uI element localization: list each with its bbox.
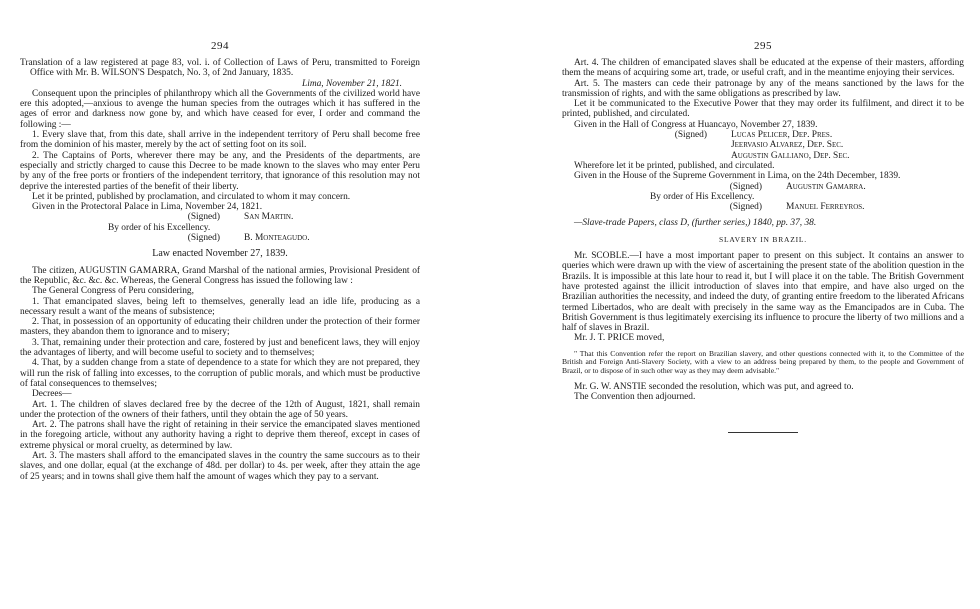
right-page-text — [562, 58, 964, 433]
paragraph: Let it be printed, published by proclamation, and circulated to whom it may concern. — [32, 191, 351, 202]
paragraph: Given in the Protectoral Palace in Lima, November 24, 1821. — [32, 202, 263, 213]
paragraph: The Convention then adjourned. — [574, 391, 696, 402]
page-number: 294 — [211, 40, 229, 52]
paragraph: The citizen, AUGUSTIN GAMARRA, Grand Marshal of the national armies, Provisional President of the Republic, &c. &c. &c. Whereas, the General Congress has issued the following law : — [20, 265, 420, 286]
paragraph: Given in the House of the Supreme Government in Lima, on the 24th December, 1839. — [574, 171, 901, 182]
paragraph: Mr. J. T. PRICE moved, — [574, 333, 665, 344]
signatory-name: Lucas Pelicer, Dep. Pres. — [731, 130, 833, 141]
paragraph: 1. Every slave that, from this date, shall arrive in the independent territory of Peru shall become free from the dominion of his master, merely by the act of setting foot on its soil. — [20, 130, 420, 151]
paragraph: 3. That, remaining under their protection and care, fostered by just and beneficent laws, they will enjoy the advantages of liberty, and will become useful to society and to themselves; — [20, 337, 420, 359]
signature-line — [562, 130, 964, 140]
page-number: 295 — [754, 40, 772, 52]
paragraph: Decrees— — [32, 389, 72, 400]
signed-label: (Signed) — [187, 233, 220, 244]
paragraph: Wherefore let it be printed, published, and circulated. — [574, 160, 775, 171]
paragraph: Art. 5. The masters can cede their patronage by any of the means sanctioned by the laws for the transmission of rights, and with the same obligations as prescribed by law. — [562, 78, 964, 99]
signature-line — [20, 212, 420, 222]
paragraph: Mr. SCOBLE.—I have a most important paper to present on this subject. It contains an answer to queries which were drawn up with the view of ascertaining the present state of the abolition question in the Brazils. It is impossible at this late hour to read it, but I will place it on the table. The British Government have protested against the illicit introduction of slaves into that empire, and have also urged on the Brazilian authorities the necessity, and indeed the duty, of granting entire freedom to the liberated Africans termed Libertados, who are dealt with precisely in the same way as the Emancipados are in Cuba. The British Government is thus legitimately exercising its influence to procure the liberty of two millions and a half of slaves in Brazil. — [562, 251, 964, 334]
signatory-name: Augustin Gamarra. — [786, 181, 866, 192]
signature-line — [562, 151, 964, 161]
paragraph: Art. 2. The patrons shall have the right of retaining in their service the emancipated slaves mentioned in the foregoing article, without any authority having a right to deprive them thereof, except in cases of extreme physical or moral cruelty, as determined by law. — [20, 420, 420, 451]
signature-line — [562, 140, 964, 150]
paragraph: The General Congress of Peru considering, — [32, 286, 194, 297]
order-line: By order of his Excellency. — [108, 222, 211, 233]
dateline: Lima, November 21, 1821. — [302, 78, 402, 89]
law-heading: Law enacted November 27, 1839. — [152, 248, 288, 260]
paragraph: 2. The Captains of Ports, wherever there may be any, and the Presidents of the departments, are especially and strictly charged to cause this Decree to be made known to the slaves who may enter Peru by any of the free ports or frontiers of the independent territory, that ignorance of this resolution may not deprive the interested parties of the benefit of their liberty. — [20, 150, 420, 192]
paragraph: 4. That, by a sudden change from a state of dependence to a state for which they are not prepared, they will run the risk of falling into excesses, to the corruption of public morals, and which must be productive of fatal consequences to themselves; — [20, 358, 420, 389]
right-page — [562, 0, 964, 433]
signatory-name: Augustin Galliano, Dep. Sec. — [731, 150, 850, 161]
signature-line — [562, 182, 964, 192]
paragraph: Given in the Hall of Congress at Huancayo, November 27, 1839. — [574, 119, 818, 130]
signatory-name: B. Monteagudo. — [244, 233, 310, 244]
signatory-name: San Martin. — [244, 212, 294, 223]
paragraph: Let it be communicated to the Executive Power that they may order its fulfilment, and direct it to be printed, published, and circulated. — [562, 99, 964, 120]
paragraph: Art. 4. The children of emancipated slaves shall be educated at the expense of their masters, affording them the means of acquiring some art, trade, or useful craft, and in the meantime enjoying their services. — [562, 58, 964, 79]
left-page-text — [20, 58, 420, 482]
source-citation: —Slave-trade Papers, class D, (further series,) 1840, pp. 37, 38. — [574, 218, 817, 229]
left-page — [20, 0, 420, 482]
signatory-name: Jeervasio Alvarez, Dep. Sec. — [731, 140, 844, 151]
signed-label: (Signed) — [729, 181, 762, 192]
intro-paragraph: Translation of a law registered at page 83, vol. i. of Collection of Laws of Peru, transmitted to Foreign Office with Mr. B. WILSON'S Despatch, No. 3, of 2nd January, 1835. — [20, 58, 420, 79]
signed-label: (Signed) — [187, 212, 220, 223]
signature-line — [20, 233, 420, 243]
resolution-note: " That this Convention refer the report on Brazilian slavery, and other questions connected with it, to the Committee of the British and Foreign Anti-Slavery Society, with a view to an address being prepared by them, to the people and Government of Brazil, or to dispose of in such other way as they may deem advisable." — [562, 348, 964, 375]
section-heading: SLAVERY IN BRAZIL. — [719, 234, 807, 244]
signature-line — [562, 202, 964, 212]
paragraph: Mr. G. W. ANSTIE seconded the resolution, which was put, and agreed to. — [574, 381, 854, 392]
signed-label: (Signed) — [674, 130, 707, 141]
paragraph: 1. That emancipated slaves, being left to themselves, generally lead an idle life, producing as a necessary result a want of the means of subsistence; — [20, 296, 420, 317]
paragraph: Art. 1. The children of slaves declared free by the decree of the 12th of August, 1821, shall remain under the protection of the owners of their fathers, until they obtain the age of 50 years. — [20, 399, 420, 420]
order-line: By order of His Excellency. — [650, 191, 755, 202]
signatory-name: Manuel Ferreyros. — [786, 202, 865, 213]
end-rule — [728, 432, 798, 433]
signed-label: (Signed) — [729, 202, 762, 213]
paragraph: Consequent upon the principles of philanthropy which all the Governments of the civilized world have ere this adopted,—anxious to avenge the human species from the outrages which it has suffered in the ages of error and darkness now gone by, and which have ceased for ever, I order and command the following :— — [20, 88, 420, 130]
paragraph: 2. That, in possession of an opportunity of educating their children under the protection of their former masters, they abandon them to ignorance and to misery; — [20, 317, 420, 338]
paragraph: Art. 3. The masters shall afford to the emancipated slaves in the country the same succours as to their slaves, and one dollar, equal (at the exchange of 48d. per dollar) to 4s. per week, after they attain the age of 25 years; and in towns shall give them half the amount of wages which they pay to a servant. — [20, 450, 420, 482]
